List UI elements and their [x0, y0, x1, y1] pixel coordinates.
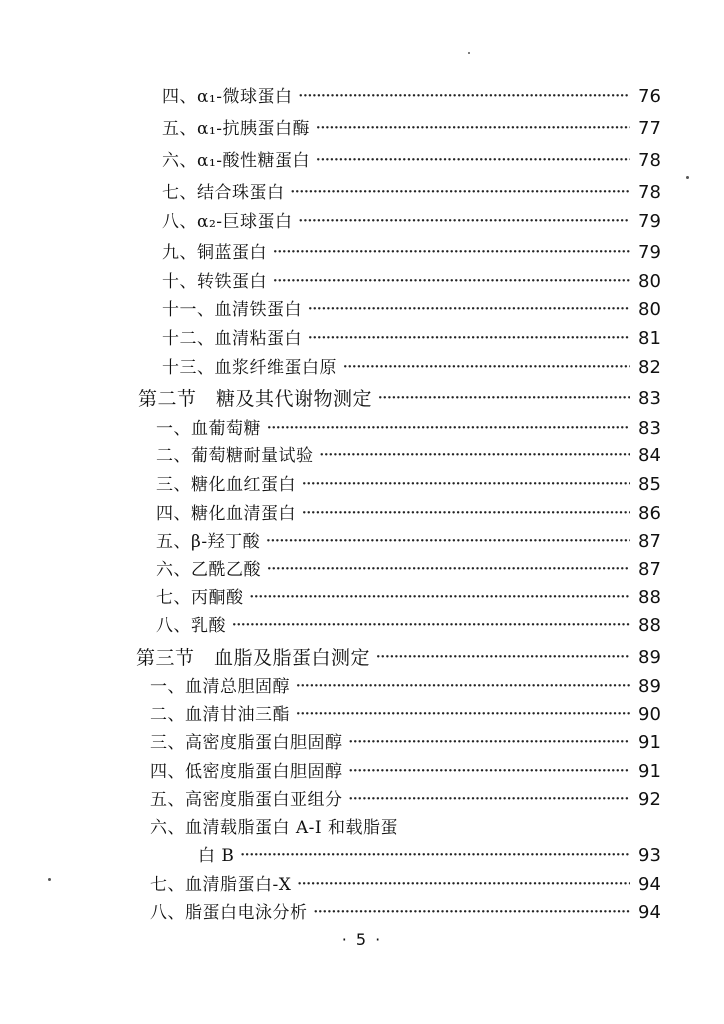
leader-dots	[273, 240, 630, 266]
toc-page-number: 78	[638, 150, 661, 171]
toc-page-number: 94	[638, 902, 661, 923]
toc-page-number: 82	[638, 357, 661, 378]
toc-entry-title: 第二节 糖及其代谢物测定	[138, 388, 373, 410]
toc-page-number: 83	[638, 388, 661, 409]
leader-dots	[316, 116, 630, 142]
toc-entry	[0, 355, 724, 381]
toc-entry	[0, 702, 724, 728]
toc-section-heading	[0, 386, 724, 412]
toc-page-number: 92	[638, 789, 661, 810]
leader-dots	[267, 416, 630, 442]
toc-page-number: 88	[638, 587, 661, 608]
toc-entry	[0, 116, 724, 142]
leader-dots	[378, 386, 630, 412]
leader-dots	[232, 613, 630, 639]
leader-dots	[320, 443, 631, 469]
toc-entry-title: 一、血葡萄糖	[156, 419, 261, 439]
toc-entry-title: 八、脂蛋白电泳分析	[150, 903, 308, 923]
toc-entry-title: 十三、血浆纤维蛋白原	[162, 358, 337, 378]
toc-page-number: 76	[638, 86, 661, 107]
leader-dots	[266, 529, 630, 555]
toc-entry	[0, 557, 724, 583]
leader-dots	[297, 872, 630, 898]
leader-dots	[273, 269, 630, 295]
toc-entry-title: 五、β-羟丁酸	[156, 532, 261, 552]
toc-page-number: 91	[638, 761, 661, 782]
leader-dots	[299, 209, 630, 235]
toc-entry-title: 一、血清总胆固醇	[150, 677, 290, 697]
toc-entry	[0, 674, 724, 700]
scan-speck	[686, 176, 689, 179]
toc-entry-title: 四、糖化血清蛋白	[156, 504, 296, 524]
toc-entry-title: 九、铜蓝蛋白	[162, 243, 267, 263]
toc-entry-title: 十二、血清粘蛋白	[162, 329, 302, 349]
leader-dots	[302, 472, 630, 498]
toc-page-number: 91	[638, 732, 661, 753]
toc-entry-title: 八、α₂-巨球蛋白	[162, 212, 293, 232]
toc-page-number: 83	[638, 418, 661, 439]
leader-dots	[267, 557, 630, 583]
toc-entry-title: 二、血清甘油三酯	[150, 705, 290, 725]
toc-page-number: 81	[638, 328, 661, 349]
toc-entry-title: 八、乳酸	[156, 616, 226, 636]
leader-dots	[314, 900, 631, 926]
toc-entry-title: 十、转铁蛋白	[162, 272, 267, 292]
toc-page-number: 77	[638, 118, 661, 139]
toc-entry-title: 第三节 血脂及脂蛋白测定	[136, 647, 371, 669]
toc-entry-title: 七、血清脂蛋白-X	[150, 875, 292, 895]
leader-dots	[302, 501, 630, 527]
leader-dots	[291, 180, 631, 206]
toc-page-number: 94	[638, 874, 661, 895]
leader-dots	[308, 297, 630, 323]
leader-dots	[299, 84, 630, 110]
toc-page-number: 89	[638, 647, 661, 668]
toc-entry	[0, 472, 724, 498]
toc-page-number: 85	[638, 474, 661, 495]
leader-dots	[296, 674, 630, 700]
toc-entry-title: 七、丙酮酸	[156, 588, 244, 608]
toc-entry-title: 三、高密度脂蛋白胆固醇	[150, 733, 343, 753]
toc-entry-title: 五、α₁-抗胰蛋白酶	[162, 119, 311, 139]
toc-page-number: 93	[638, 845, 661, 866]
toc-page-number: 86	[638, 503, 661, 524]
leader-dots	[316, 148, 630, 174]
toc-page-number: 78	[638, 182, 661, 203]
toc-entry-title: 六、α₁-酸性糖蛋白	[162, 151, 311, 171]
toc-entry	[0, 180, 724, 206]
leader-dots	[296, 702, 630, 728]
toc-entry-title: 四、低密度脂蛋白胆固醇	[150, 762, 343, 782]
toc-entry	[0, 240, 724, 266]
toc-entry	[0, 297, 724, 323]
toc-entry	[0, 613, 724, 639]
toc-entry-title: 二、葡萄糖耐量试验	[156, 446, 314, 466]
toc-entry	[0, 730, 724, 756]
leader-dots	[349, 759, 631, 785]
toc-section-heading	[0, 645, 724, 671]
toc-entry-title: 六、血清载脂蛋白 A-I 和载脂蛋	[150, 818, 399, 838]
toc-page-number: 87	[638, 559, 661, 580]
toc-entry-title: 五、高密度脂蛋白亚组分	[150, 790, 343, 810]
toc-entry	[0, 501, 724, 527]
toc-entry	[0, 84, 724, 110]
toc-entry-title: 六、乙酰乙酸	[156, 560, 261, 580]
toc-entry-continuation	[0, 843, 724, 869]
toc-entry-title: 三、糖化血红蛋白	[156, 475, 296, 495]
toc-entry	[0, 529, 724, 555]
toc-entry-title: 白 B	[198, 846, 235, 866]
toc-page-number: 80	[638, 271, 661, 292]
toc-entry	[0, 787, 724, 813]
toc-page-number: 79	[638, 242, 661, 263]
toc-entry	[0, 209, 724, 235]
toc-page-number: 89	[638, 676, 661, 697]
leader-dots	[240, 843, 630, 869]
toc-page-number: 84	[638, 445, 661, 466]
toc-entry-title: 七、结合珠蛋白	[162, 183, 285, 203]
leader-dots	[343, 355, 630, 381]
toc-entry-title: 四、α₁-微球蛋白	[162, 87, 293, 107]
toc-entry	[0, 585, 724, 611]
leader-dots	[308, 326, 630, 352]
toc-entry	[0, 416, 724, 442]
toc-page-number: 87	[638, 531, 661, 552]
scan-speck	[48, 878, 51, 881]
page-number-footer: · 5 ·	[341, 930, 383, 949]
toc-entry	[0, 443, 724, 469]
leader-dots	[349, 787, 631, 813]
toc-entry	[0, 815, 724, 841]
toc-page-number: 79	[638, 211, 661, 232]
toc-entry	[0, 900, 724, 926]
toc-page-number: 90	[638, 704, 661, 725]
leader-dots	[250, 585, 631, 611]
toc-entry	[0, 759, 724, 785]
leader-dots	[376, 645, 630, 671]
toc-entry	[0, 269, 724, 295]
toc-entry	[0, 872, 724, 898]
leader-dots	[349, 730, 631, 756]
scan-speck	[468, 52, 470, 54]
toc-entry-title: 十一、血清铁蛋白	[162, 300, 302, 320]
toc-page-number: 80	[638, 299, 661, 320]
toc-entry	[0, 148, 724, 174]
toc-page-number: 88	[638, 615, 661, 636]
toc-entry	[0, 326, 724, 352]
